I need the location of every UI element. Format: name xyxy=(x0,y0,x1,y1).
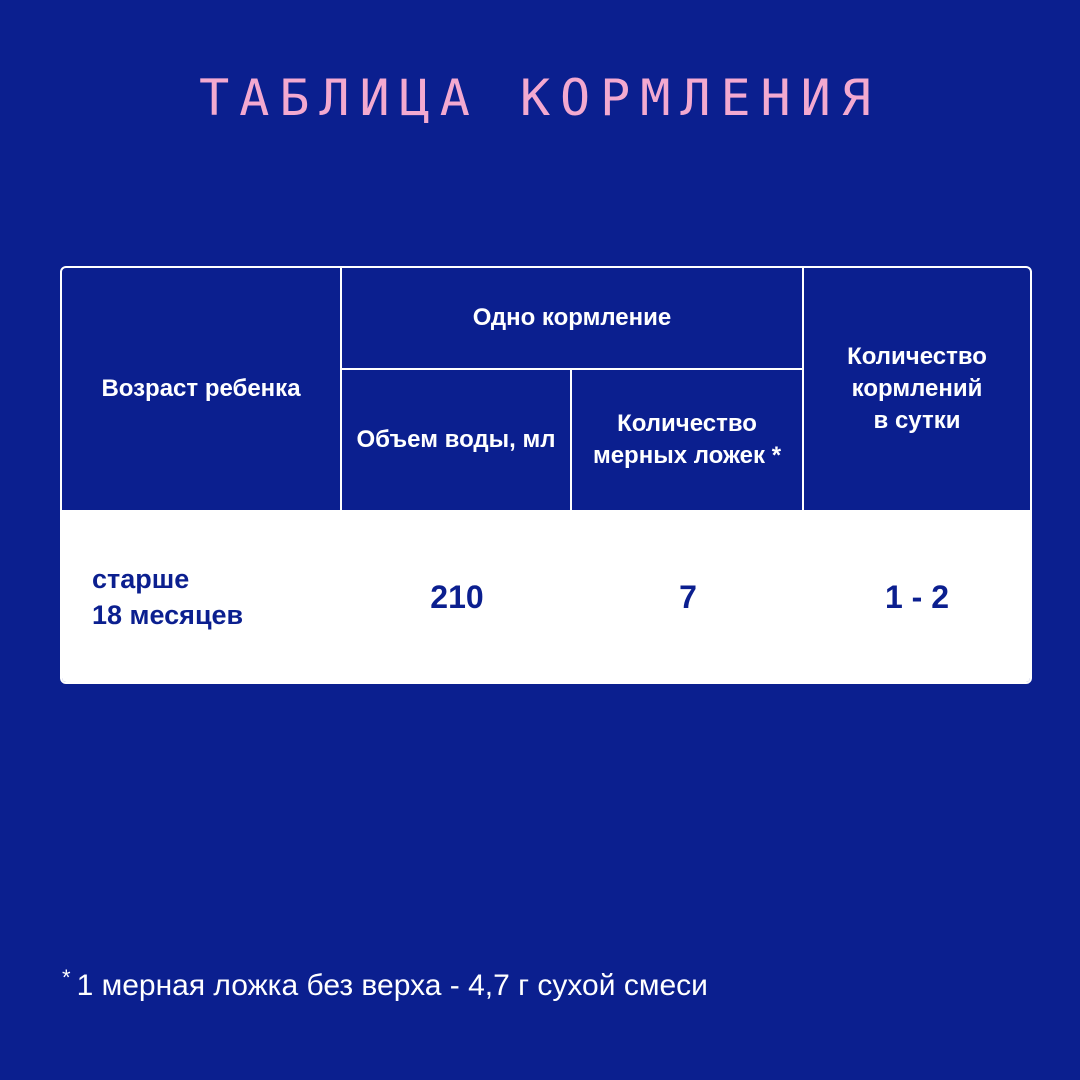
divider xyxy=(340,368,804,370)
table-row xyxy=(62,510,1030,684)
cell-age-line2: 18 месяцев xyxy=(92,600,244,630)
header-water-volume xyxy=(342,370,570,510)
divider xyxy=(802,268,804,510)
header-feedings-per-day xyxy=(804,268,1030,510)
header-spoons-line2: мерных ложек * xyxy=(592,442,782,469)
footnote xyxy=(62,958,708,1006)
divider xyxy=(340,268,342,510)
header-feedings-line2: кормлений xyxy=(851,375,983,402)
cell-feedings-per-day-value: 1 - 2 xyxy=(884,578,950,615)
cell-age xyxy=(92,510,342,684)
cell-spoons xyxy=(572,510,804,684)
header-age xyxy=(62,268,340,510)
header-spoons-line1: Количество xyxy=(617,410,757,437)
cell-water-volume xyxy=(342,510,572,684)
header-feedings-line3: в сутки xyxy=(873,407,961,434)
header-one-feeding-label: Одно кормление xyxy=(472,304,672,331)
footnote-text: 1 мерная ложка без верха - 4,7 г сухой смеси xyxy=(76,969,708,1002)
header-one-feeding xyxy=(342,268,802,368)
header-water-volume-label: Объем воды, мл xyxy=(356,426,556,453)
divider xyxy=(570,368,572,510)
cell-age-line1: старше xyxy=(92,564,190,594)
footnote-asterisk: * xyxy=(62,965,71,990)
cell-water-volume-value: 210 xyxy=(430,578,484,615)
cell-feedings-per-day xyxy=(804,510,1030,684)
cell-spoons-value: 7 xyxy=(679,578,697,615)
page-title: ТАБЛИЦА КОРМЛЕНИЯ xyxy=(199,69,881,127)
feeding-table xyxy=(60,266,1032,684)
header-feedings-line1: Количество xyxy=(847,343,987,370)
header-age-label: Возраст ребенка xyxy=(101,375,301,402)
header-spoons xyxy=(572,370,802,510)
